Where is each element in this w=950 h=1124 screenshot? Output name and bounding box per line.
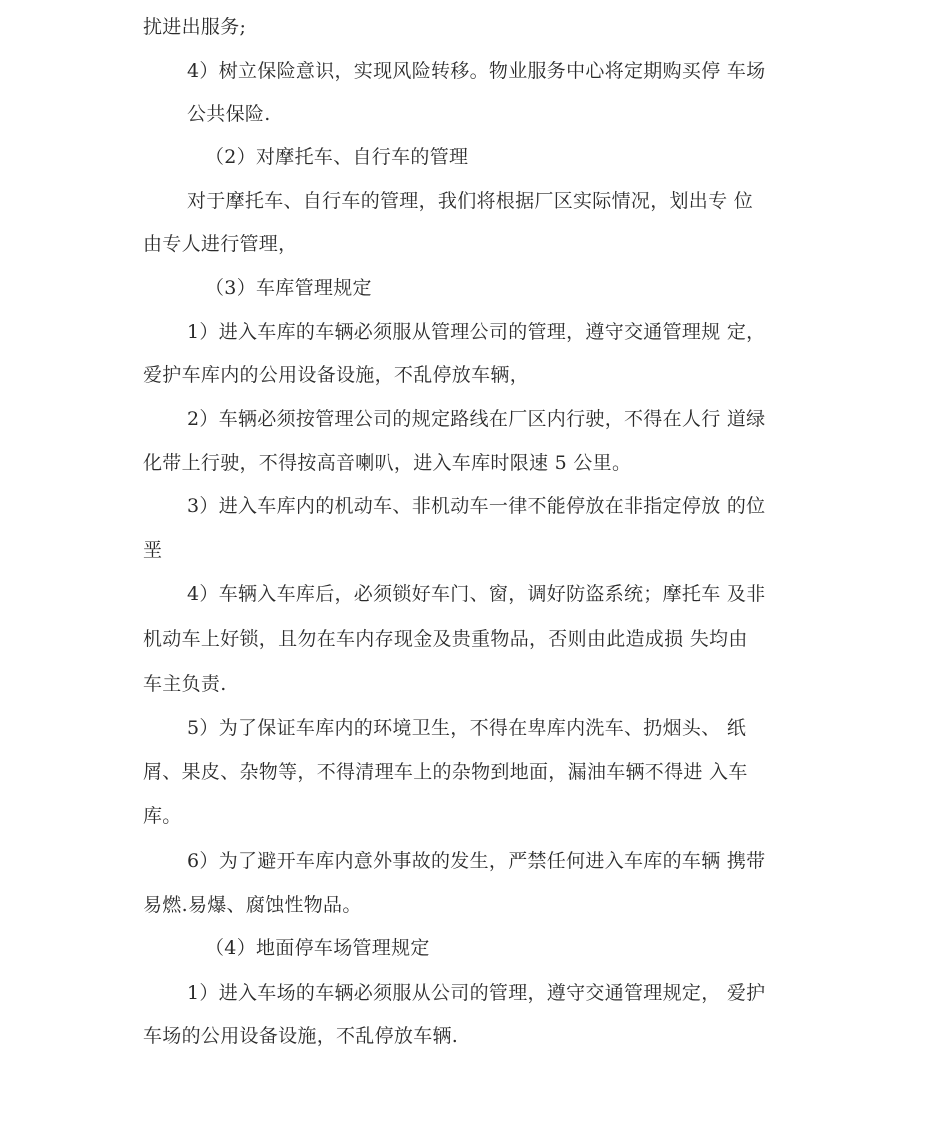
text-line: 公共保险.	[187, 103, 271, 125]
section-heading: （3）车库管理规定	[205, 277, 372, 299]
text-line: 4）树立保险意识，实现风险转移。物业服务中心将定期购买停 车场	[187, 60, 766, 82]
text-line: 扰进出服务;	[143, 16, 247, 38]
text-line: 4）车辆入车库后，必须锁好车门、窗，调好防盗系统；摩托车 及非	[187, 583, 766, 605]
text-line: 易燃.易爆、腐蚀性物品。	[143, 894, 362, 916]
text-line: 垩	[143, 539, 163, 561]
text-line: 对于摩托车、自行车的管理，我们将根据厂区实际情况，划出专 位	[187, 190, 754, 212]
text-line: 由专人进行管理，	[143, 233, 298, 255]
text-line: 2）车辆必须按管理公司的规定路线在厂区内行驶，不得在人行 道绿	[187, 408, 766, 430]
text-line: 6）为了避开车库内意外事故的发生，严禁任何进入车库的车辆 携带	[187, 850, 766, 872]
text-line: 屑、果皮、杂物等，不得清理车上的杂物到地面，漏油车辆不得进 入车	[143, 761, 748, 783]
section-heading: （2）对摩托车、自行车的管理	[205, 146, 469, 168]
text-line: 5）为了保证车库内的环境卫生，不得在卑库内洗车、扔烟头、 纸	[187, 717, 747, 739]
text-line: 车场的公用设备设施，不乱停放车辆.	[143, 1025, 459, 1047]
text-line: 机动车上好锁，且勿在车内存现金及贵重物品，否则由此造成损 失均由	[143, 628, 748, 650]
text-line: 库。	[143, 805, 182, 827]
text-line: 爱护车库内的公用设备设施，不乱停放车辆，	[143, 364, 530, 386]
text-line: 1）进入车库的车辆必须服从管理公司的管理，遵守交通管理规 定，	[187, 321, 766, 343]
text-line: 车主负责.	[143, 673, 227, 695]
section-heading: （4）地面停车场管理规定	[205, 937, 430, 959]
text-line: 化带上行驶，不得按高音喇叭，进入车库时限速 5 公里。	[143, 452, 632, 474]
text-line: 1）进入车场的车辆必须服从公司的管理，遵守交通管理规定， 爱护	[187, 982, 766, 1004]
text-line: 3）进入车库内的机动车、非机动车一律不能停放在非指定停放 的位	[187, 495, 766, 517]
